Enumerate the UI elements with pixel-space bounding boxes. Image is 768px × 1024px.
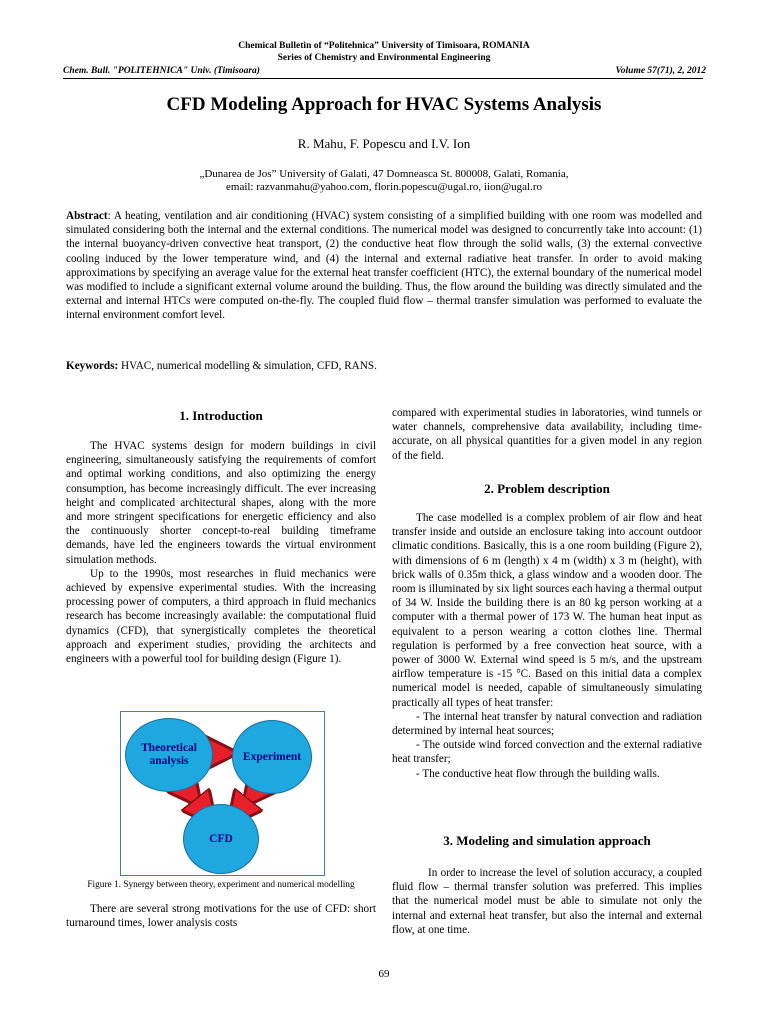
paper-authors: R. Mahu, F. Popescu and I.V. Ion [297,136,471,151]
journal-header: Chemical Bulletin of “Politehnica” University of Timisoara, ROMANIA [238,41,530,51]
volume-reference: Volume 57(71), 2, 2012 [615,66,706,76]
page-number: 69 [378,968,390,980]
problem-description-body [392,511,702,781]
affiliation-address: „Dunarea de Jos” University of Galati, 47 Domneasca St. 800008, Galati, Romania, [199,168,569,180]
problem-bullet-3: - The conductive heat flow through the building walls. [416,767,660,780]
section-heading-modeling: 3. Modeling and simulation approach [443,833,651,848]
intro-paragraph-2: Up to the 1990s, most researches in fluid mechanics were achieved by expensive experimental studies. With the increasing processing power of computers, a third approach in fluid mechanics research has become increasingly available: the computational fluid dynamics (CFD), that synergistically completes the theoretical approach and experiment studies, providing the architects and engineers with a powerful tool for building design (Figure 1). [66,567,376,666]
section-heading-introduction: 1. Introduction [179,408,263,423]
abstract [66,209,702,323]
theoretical-analysis-node: Theoretical analysis [125,718,213,792]
intro-paragraph-1: The HVAC systems design for modern buildings in civil engineering, simultaneously satisfying the requirements of comfort and optimal working conditions, and also optimizing the energy consumption, has become increasingly difficult. The ever increasing height and complicated architectural shapes, along with the more and more stringent specifications for energetic efficiency and also the continuously shorter concept-to-real building timeframe demands, have led the engineers towards the virtual environment simulation methods. [66,440,376,566]
figure-1 [120,711,325,876]
problem-bullet-2: - The outside wind forced convection and the external radiative heat transfer; [392,739,702,766]
header-rule [63,78,703,79]
cfd-node: CFD [183,804,259,874]
section-heading-problem-description: 2. Problem description [484,481,610,496]
affiliation [0,168,768,194]
keywords-text: HVAC, numerical modelling & simulation, CFD, RANS. [118,360,377,372]
introduction-body [66,439,376,666]
abstract-text: : A heating, ventilation and air conditioning (HVAC) system consisting of a simplified building with one room was modelled and simulated considering both the internal and the external conditions. The numerical model was designed to concurrently take into account: (1) the internal buoyancy-driven convective heat transport, (2) the conductive heat flow through the solid walls, (3) the external convective cooling induced by the lower temperature wind, and (4) the internal and external radiative heat transfer. In order to avoid making approximations by specifying an average value for the external heat transfer coefficient (HTC), the external boundary of the numerical model was modified to include a significant external volume around the building. Thus, the flow around the building was directly simulated and the external and internal HTCs were computed on-the-fly. The coupled fluid flow – thermal transfer simulation was performed to evaluate the internal environment comfort level. [66,210,702,322]
abstract-label: Abstract [66,210,108,222]
modeling-paragraph-1: In order to increase the level of solution accuracy, a coupled fluid flow – thermal transfer solution was preferred. This implies that the numerical model must be able to simulate not only the internal and external heat transfer, but also the internal and external flow, at one time. [392,867,702,936]
col2-paragraph-1: compared with experimental studies in laboratories, wind tunnels or water channels, comprehensive data availability, including time-accurate, on all physical quantities for a given model in any region of the field. [392,407,702,462]
introduction-body-continued [66,902,376,930]
keywords-label: Keywords: [66,360,119,372]
affiliation-email: email: razvanmahu@yahoo.com, florin.popescu@ugal.ro, iion@ugal.ro [226,181,542,193]
keywords [66,360,702,372]
series-line: Series of Chemistry and Environmental Engineering [277,53,491,63]
experiment-node: Experiment [232,720,312,794]
figure-1-caption: Figure 1. Synergy between theory, experiment and numerical modelling [87,880,355,890]
journal-reference: Chem. Bull. "POLITEHNICA" Univ. (Timisoara) [63,66,260,76]
col2-intro-continued [392,406,702,463]
paper-title: CFD Modeling Approach for HVAC Systems Analysis [166,94,602,115]
intro-paragraph-3: There are several strong motivations for the use of CFD: short turnaround times, lower analysis costs [66,903,376,930]
modeling-body [392,866,702,937]
problem-paragraph-1: The case modelled is a complex problem of air flow and heat transfer inside and outside an enclosure taking into account outdoor climatic conditions. Basically, this is a one room building (Figure 2), with dimensions of 6 m (length) x 4 m (width) x 3 m (height), with brick walls of 0.35m thick, a glass window and a wooden door. The room is illuminated by six light sources each having a thermal output of 34 W. Inside the building there is an 80 kg person working at a computer with a thermal power of 173 W. The human heat input as equivalent to a person wearing a cotton clothes line. Thermal regulation is performed by a free convection heat source, with a power of 3000 W. External wind speed is 5 m/s, and the upstream airflow temperature is -15 °C. Based on this initial data a complex numerical model is needed, capable of simultaneously simulating practically all types of heat transfer: [392,512,702,709]
problem-bullet-1: - The internal heat transfer by natural convection and radiation determined by internal heat sources; [392,710,702,738]
